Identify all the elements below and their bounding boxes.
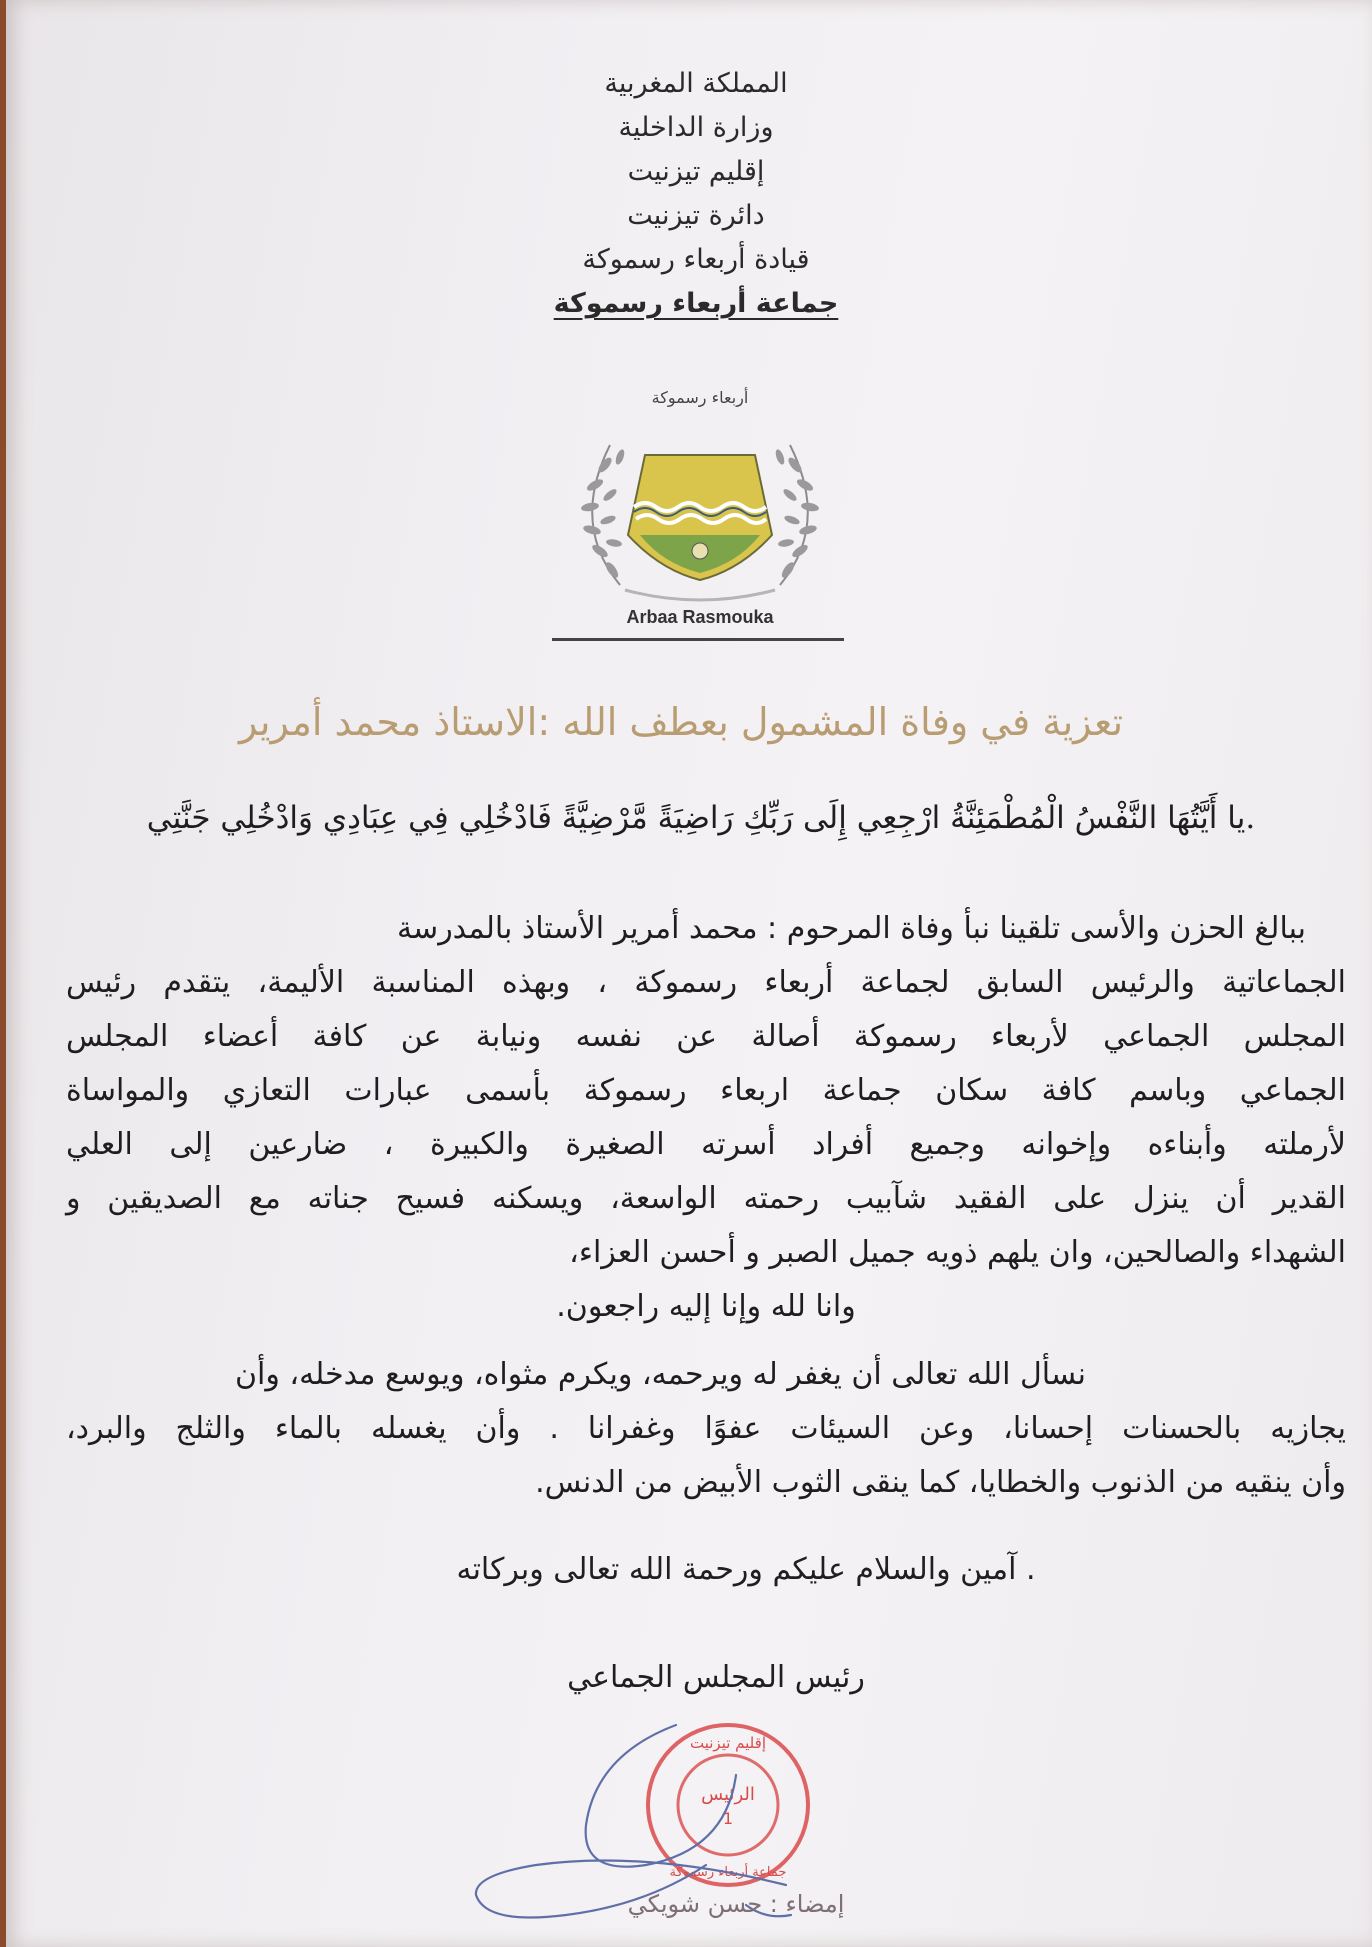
paragraph-line: الشهداء والصالحين، وان يلهم ذويه جميل الصبر و أحسن العزاء، bbox=[569, 1235, 1346, 1270]
paragraph-line: المجلس الجماعي لأربعاء رسموكة أصالة عن نفسه ونيابة عن كافة أعضاء المجلس bbox=[66, 1019, 1346, 1054]
letterhead-kingdom: المملكة المغربية bbox=[604, 68, 788, 99]
condolence-title: تعزية في وفاة المشمول بعطف الله :الاستاذ محمد أمرير bbox=[238, 700, 1124, 744]
signatory-title: رئيس المجلس الجماعي bbox=[567, 1660, 865, 1695]
document-page bbox=[6, 0, 1372, 1947]
letterhead-caidat: قيادة أربعاء رسموكة bbox=[582, 244, 810, 275]
condolence-paragraph bbox=[66, 902, 1346, 1334]
paragraph-line: وأن ينقيه من الذنوب والخطايا، كما ينقى الثوب الأبيض من الدنس. bbox=[535, 1465, 1346, 1500]
emblem-arabic-name: أربعاء رسموكة bbox=[651, 388, 749, 407]
letterhead-commune: جماعة أربعاء رسموكة bbox=[553, 288, 839, 319]
emblem-underline bbox=[552, 638, 844, 641]
emblem-latin-name: Arbaa Rasmouka bbox=[626, 607, 774, 627]
paragraph-line: نسأل الله تعالى أن يغفر له ويرحمه، ويكرم مثواه، ويوسع مدخله، وأن bbox=[235, 1357, 1086, 1392]
paragraph-line: القدير أن ينزل على الفقيد شآبيب رحمته الواسعة، ويسكنه فسيح جناته مع الصديقين و bbox=[66, 1181, 1346, 1216]
prayer-paragraph bbox=[66, 1348, 1346, 1510]
letterhead-ministry: وزارة الداخلية bbox=[618, 112, 774, 143]
letterhead bbox=[466, 62, 926, 326]
paragraph-line: يجازيه بالحسنات إحسانا، وعن السيئات عفوًا وغفرانا . وأن يغسله بالماء والثلج والبرد، bbox=[66, 1411, 1346, 1446]
paragraph-line: وانا لله وإنا إليه راجعون. bbox=[556, 1289, 856, 1324]
paragraph-line: الجماعاتية والرئيس السابق لجماعة أربعاء رسموكة ، وبهذه المناسبة الأليمة، يتقدم رئيس bbox=[66, 965, 1346, 1000]
paragraph-line: الجماعي وباسم كافة سكان جماعة اربعاء رسموكة بأسمى عبارات التعازي والمواساة bbox=[66, 1073, 1346, 1108]
signature-label: إمضاء : حسن شويكي bbox=[627, 1890, 845, 1918]
paragraph-line: لأرملته وأبناءه وإخوانه وجميع أفراد أسرته الصغيرة والكبيرة ، ضارعين إلى العلي bbox=[66, 1127, 1346, 1162]
closing-greeting: آمين والسلام عليكم ورحمة الله تعالى وبركاته . bbox=[456, 1552, 1036, 1587]
commune-emblem-logo bbox=[550, 385, 850, 645]
quran-verse: يا أَيَّتُهَا النَّفْسُ الْمُطْمَئِنَّةُ ارْجِعِي إِلَى رَبِّكِ رَاضِيَةً مَّرْضِيَّةً فَادْخُلِي فِي عِبَادِي وَادْخُلِي جَنَّتِي. bbox=[146, 800, 1256, 836]
svg-text:1: 1 bbox=[722, 1809, 734, 1828]
letterhead-province: إقليم تيزنيت bbox=[627, 156, 765, 187]
stamp-title: الرئيس bbox=[701, 1784, 755, 1805]
stamp-bottom-text: جماعة أربعاء رسموكة bbox=[669, 1865, 787, 1880]
paragraph-line: ببالغ الحزن والأسى تلقينا نبأ وفاة المرحوم : محمد أمرير الأستاذ بالمدرسة bbox=[396, 911, 1306, 946]
stamp-outer-text: إقليم تيزنيت bbox=[690, 1734, 766, 1752]
letterhead-district: دائرة تيزنيت bbox=[627, 200, 765, 231]
